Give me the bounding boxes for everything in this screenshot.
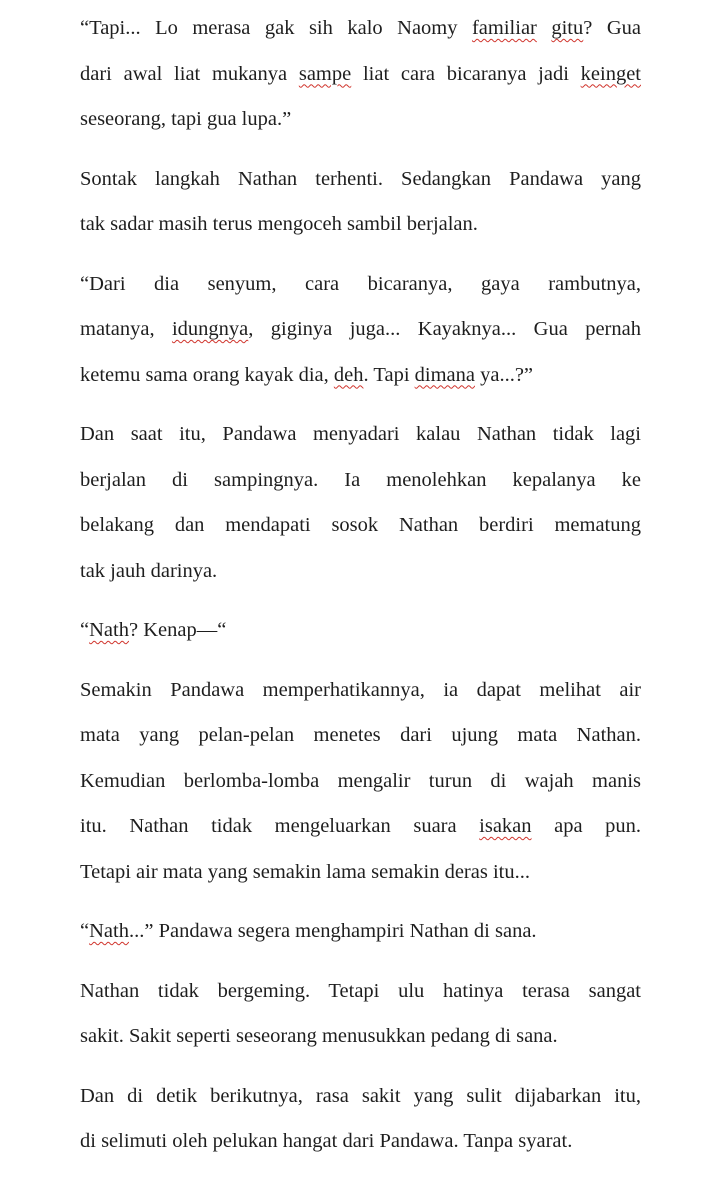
- misspelled-word: sampe: [298, 62, 352, 85]
- paragraph: [80, 909, 641, 955]
- paragraph: [80, 262, 641, 399]
- text-line: [80, 850, 641, 896]
- misspelled-word: gitu: [551, 17, 584, 39]
- text-segment: “: [80, 619, 90, 641]
- paragraph: [80, 1074, 641, 1165]
- text-segment: apa pun.: [531, 815, 641, 837]
- text-segment: Dan saat itu, Pandawa menyadari kalau Nathan tidak lagi: [80, 423, 641, 445]
- text-line: [80, 503, 641, 549]
- text-line: [80, 969, 641, 1015]
- text-segment: di selimuti oleh pelukan hangat dari Pandawa. Tanpa syarat.: [80, 1130, 573, 1152]
- text-segment: “Tapi... Lo merasa gak sih kalo Naomy: [80, 17, 472, 39]
- text-segment: Sontak langkah Nathan terhenti. Sedangkan Pandawa yang: [80, 167, 641, 190]
- text-line: [80, 608, 641, 654]
- misspelled-word: dimana: [414, 363, 475, 386]
- text-line: [80, 97, 641, 143]
- text-segment: sakit. Sakit seperti seseorang menusukkan pedang di sana.: [80, 1025, 558, 1047]
- text-segment: Semakin Pandawa memperhatikannya, ia dapat melihat air: [80, 678, 641, 701]
- text-segment: Nathan tidak bergeming. Tetapi ulu hatinya terasa sangat: [80, 979, 641, 1002]
- paragraph: [80, 412, 641, 594]
- text-segment: Dan di detik berikutnya, rasa sakit yang sulit dijabarkan itu,: [80, 1084, 641, 1107]
- text-line: [80, 909, 641, 955]
- misspelled-word: deh: [333, 363, 364, 386]
- text-segment: ...” Pandawa segera menghampiri Nathan di sana.: [128, 920, 537, 942]
- paragraph: [80, 969, 641, 1060]
- misspelled-word: Nath: [89, 920, 129, 942]
- text-segment: ? Gua: [583, 17, 642, 39]
- text-segment: Tetapi air mata yang semakin lama semakin deras itu...: [80, 860, 530, 883]
- text-line: [80, 759, 641, 805]
- text-segment: , giginya juga... Kayaknya... Gua pernah: [248, 318, 641, 340]
- text-segment: matanya,: [80, 318, 172, 340]
- paragraph: [80, 157, 641, 248]
- text-line: [80, 713, 641, 759]
- paragraph: [80, 668, 641, 896]
- text-line: [80, 6, 641, 52]
- text-segment: “Dari dia senyum, cara bicaranya, gaya rambutnya,: [80, 272, 641, 295]
- misspelled-word: familiar: [471, 17, 537, 39]
- text-segment: “: [80, 920, 90, 942]
- text-line: [80, 262, 641, 308]
- text-line: [80, 157, 641, 203]
- text-segment: mata yang pelan-pelan menetes dari ujung mata Nathan.: [80, 724, 641, 746]
- text-line: [80, 668, 641, 714]
- text-segment: ketemu sama orang kayak dia,: [80, 363, 334, 386]
- text-segment: ya...?”: [474, 363, 534, 386]
- text-segment: liat cara bicaranya jadi: [351, 62, 581, 85]
- text-segment: itu. Nathan tidak mengeluarkan suara: [80, 815, 480, 837]
- text-segment: berjalan di sampingnya. Ia menolehkan kepalanya ke: [80, 468, 641, 491]
- text-line: [80, 412, 641, 458]
- text-segment: . Tapi: [363, 363, 415, 386]
- text-line: [80, 458, 641, 504]
- text-line: [80, 1074, 641, 1120]
- text-segment: dari awal liat mukanya: [80, 62, 299, 85]
- text-segment: ? Kenap—“: [128, 619, 227, 641]
- text-line: [80, 307, 641, 353]
- text-line: [80, 804, 641, 850]
- text-line: [80, 1014, 641, 1060]
- paragraph: [80, 6, 641, 143]
- text-line: [80, 353, 641, 399]
- text-segment: belakang dan mendapati sosok Nathan berdiri mematung: [80, 514, 641, 536]
- text-segment: tak jauh darinya.: [80, 559, 218, 582]
- text-line: [80, 202, 641, 248]
- text-segment: [537, 17, 551, 39]
- text-segment: seseorang, tapi gua lupa.”: [80, 108, 292, 130]
- text-segment: Kemudian berlomba-lomba mengalir turun di wajah manis: [80, 769, 641, 792]
- text-segment: tak sadar masih terus mengoceh sambil berjalan.: [80, 213, 478, 235]
- misspelled-word: keinget: [580, 62, 641, 85]
- misspelled-word: idungnya: [171, 318, 249, 340]
- text-line: [80, 549, 641, 595]
- paragraph: [80, 608, 641, 654]
- text-line: [80, 1119, 641, 1165]
- misspelled-word: isakan: [479, 815, 532, 837]
- text-line: [80, 52, 641, 98]
- misspelled-word: Nath: [89, 619, 129, 641]
- document-body: [80, 6, 641, 1179]
